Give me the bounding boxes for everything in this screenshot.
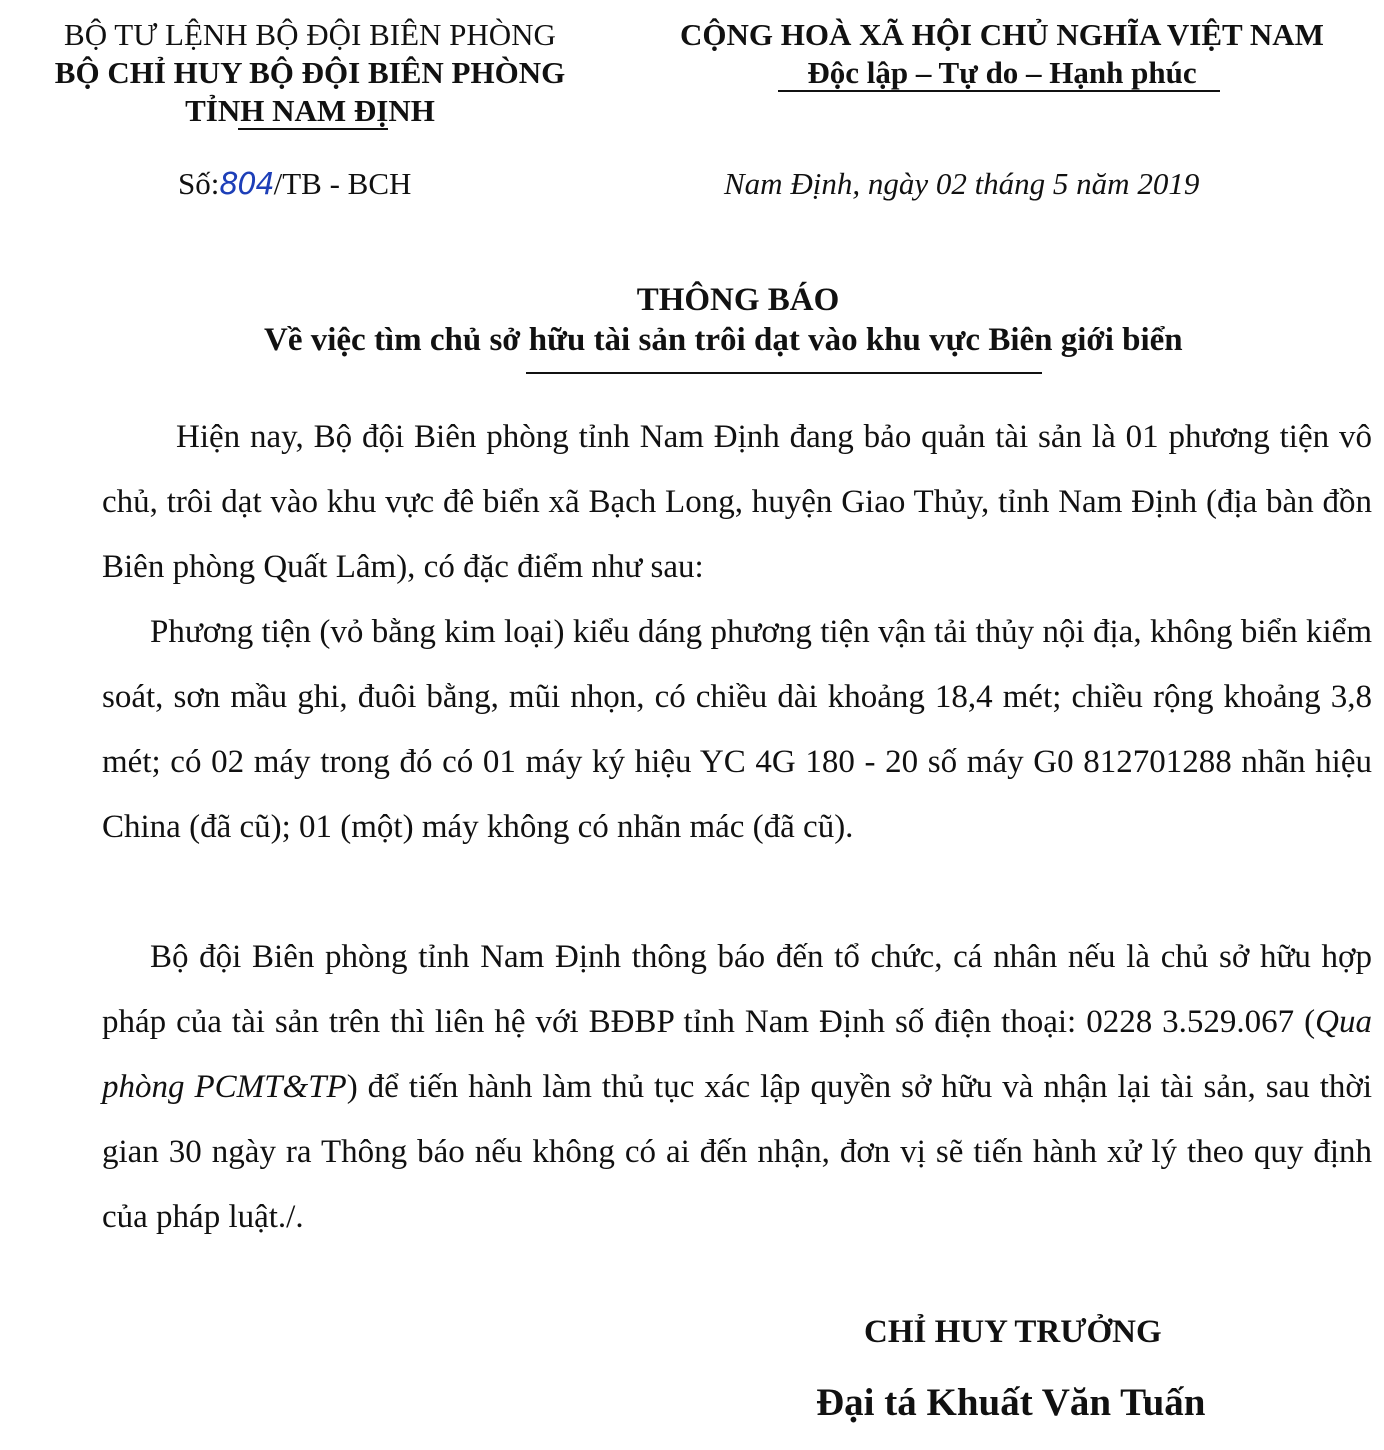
body-paragraph-1: Hiện nay, Bộ đội Biên phòng tỉnh Nam Định đang bảo quản tài sản là 01 phương tiện vô chủ, trôi dạt vào khu vực đê biển xã Bạch Long, huyện Giao Thủy, tỉnh Nam Định (địa bàn đồn Biên phòng Quất Lâm), có đặc điểm như sau: (102, 419, 1372, 585)
org-name: BỘ CHỈ HUY BỘ ĐỘI BIÊN PHÒNG (54, 55, 566, 90)
org-parent: BỘ TƯ LỆNH BỘ ĐỘI BIÊN PHÒNG (64, 17, 556, 52)
body-paragraph-2: Phương tiện (vỏ bằng kim loại) kiểu dáng phương tiện vận tải thủy nội địa, không biển kiểm soát, sơn mầu ghi, đuôi bằng, mũi nhọn, có chiều dài khoảng 18,4 mét; chiều rộng khoảng 3,8 mét; có 02 máy trong đó có 01 máy ký hiệu YC 4G 180 - 20 số máy G0 812701288 nhãn hiệu China (đã cũ); 01 (một) máy không có nhãn mác (đã cũ). (102, 614, 1372, 845)
paragraph-3-italic: Qua phòng PCMT&TP (102, 1004, 1372, 1105)
doc-number-handwritten: 804 (219, 167, 274, 202)
paragraph-3-text-b: ) để tiến hành làm thủ tục xác lập quyền sở hữu và nhận lại tài sản, sau thời gian 30 ngày ra Thông báo nếu không có ai đến nhận, đơn vị sẽ tiến hành xử lý theo quy định của pháp luật./. (102, 1069, 1372, 1235)
nation-motto: Độc lập – Tự do – Hạnh phúc (807, 55, 1197, 90)
issuing-organization (0, 16, 620, 130)
org-province: TỈNH NAM ĐỊNH (185, 93, 435, 128)
paragraph-3-text-a: Bộ đội Biên phòng tỉnh Nam Định thông báo đến tổ chức, cá nhân nếu là chủ sở hữu hợp pháp của tài sản trên thì liên hệ với BĐBP tỉnh Nam Định số điện thoại: 0228 3.529.067 ( (102, 939, 1372, 1040)
nation-name: CỘNG HOÀ XÃ HỘI CHỦ NGHĨA VIỆT NAM (680, 17, 1324, 52)
document-subtitle: Về việc tìm chủ sở hữu tài sản trôi dạt vào khu vực Biên giới biển (264, 322, 1183, 358)
motto-underline (778, 90, 1220, 92)
document-number (178, 166, 411, 202)
signer-name: Đại tá Khuất Văn Tuấn (816, 1381, 1206, 1424)
signature-title: CHỈ HUY TRƯỞNG (864, 1314, 1162, 1350)
document-title: THÔNG BÁO (636, 282, 840, 318)
doc-number-prefix: Số: (178, 166, 220, 201)
body-paragraph-3 (102, 925, 1372, 1250)
subtitle-underline (526, 372, 1042, 374)
document-date: Nam Định, ngày 02 tháng 5 năm 2019 (724, 166, 1200, 201)
org-underline (238, 128, 388, 130)
national-header (620, 16, 1384, 92)
doc-number-suffix: /TB - BCH (273, 166, 412, 201)
